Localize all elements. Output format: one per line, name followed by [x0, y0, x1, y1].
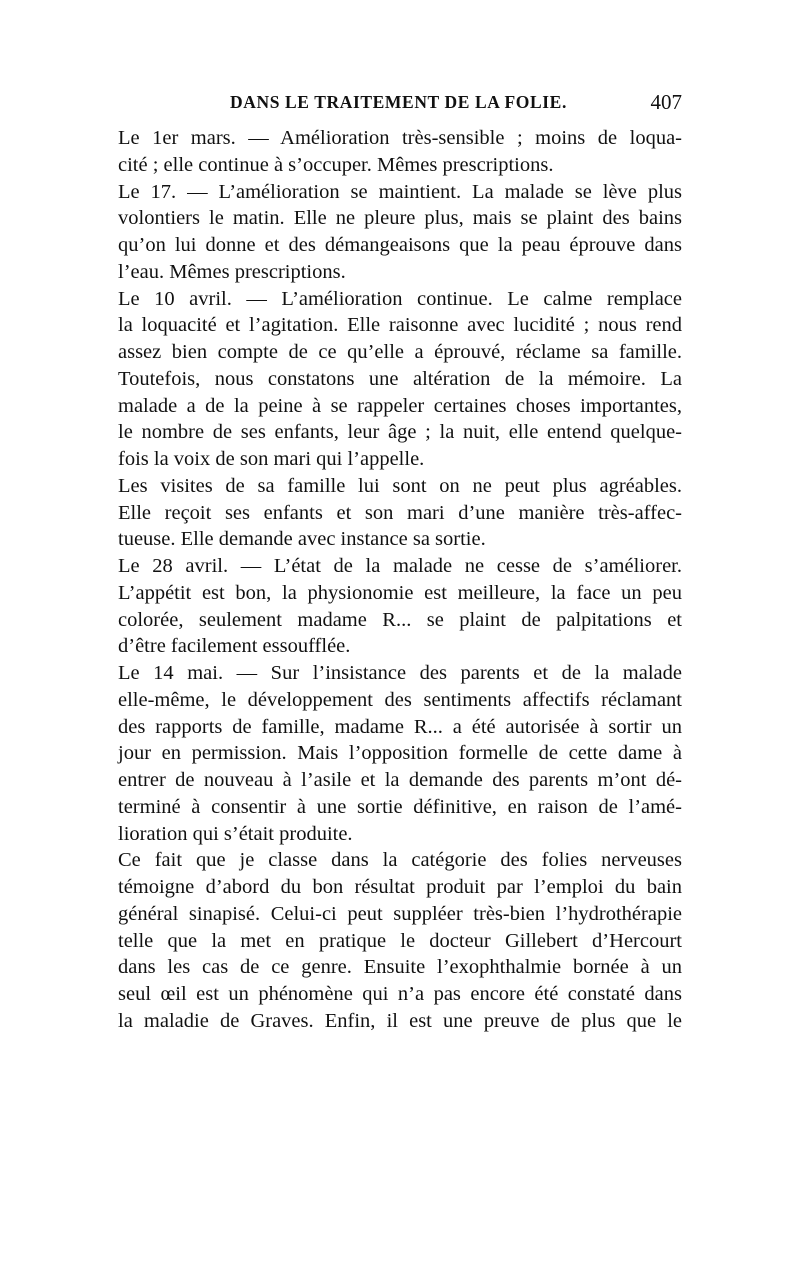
- text-line: d’être facilement essoufflée.: [118, 635, 351, 658]
- text-line: Le 14 mai. — Sur l’insistance des parents et de la malade: [118, 662, 682, 684]
- text-line: L’appétit est bon, la physionomie est meilleure, la face un peu: [118, 581, 682, 604]
- text-line: Toutefois, nous constatons une altération de la mémoire. La: [118, 367, 682, 390]
- text-line: témoigne d’abord du bon résultat produit par l’emploi du bain: [118, 876, 682, 898]
- text-line: dans les cas de ce genre. Ensuite l’exophthalmie bornée à un: [118, 956, 682, 979]
- text-line: jour en permission. Mais l’opposition formelle de cette dame à: [118, 742, 682, 765]
- text-line: cité ; elle continue à s’occuper. Mêmes prescriptions.: [118, 153, 554, 176]
- text-line: Ce fait que je classe dans la catégorie des folies nerveuses: [118, 849, 682, 872]
- paragraph: [118, 125, 682, 179]
- text-line: telle que la met en pratique le docteur Gillebert d’Hercourt: [118, 929, 682, 952]
- text-line: la loquacité et l’agitation. Elle raisonne avec lucidité ; nous rend: [118, 314, 682, 337]
- text-line: Elle reçoit ses enfants et son mari d’une manière très-affec-: [118, 501, 682, 524]
- text-line: entrer de nouveau à l’asile et la demande des parents m’ont dé-: [118, 769, 682, 791]
- running-title: DANS LE TRAITEMENT DE LA FOLIE.: [230, 92, 567, 112]
- text-line: seul œil est un phénomène qui n’a pas encore été constaté dans: [118, 983, 682, 1005]
- paragraph: [118, 847, 682, 1034]
- paragraph: [118, 660, 682, 847]
- paragraph: [118, 553, 682, 660]
- page-number: 407: [650, 90, 682, 114]
- text-line: tueuse. Elle demande avec instance sa sortie.: [118, 528, 486, 551]
- paragraph: [118, 286, 682, 473]
- paragraph: [118, 473, 682, 553]
- text-line: fois la voix de son mari qui l’appelle.: [118, 448, 425, 470]
- paragraph: [118, 179, 682, 286]
- text-line: malade a de la peine à se rappeler certaines choses importantes,: [118, 394, 682, 417]
- text-line: Le 28 avril. — L’état de la malade ne cesse de s’améliorer.: [118, 555, 682, 577]
- text-line: Le 17. — L’amélioration se maintient. La malade se lève plus: [118, 180, 682, 203]
- page-header: [118, 92, 682, 122]
- text-line: général sinapisé. Celui-ci peut suppléer très-bien l’hydrothérapie: [118, 902, 682, 925]
- text-line: qu’on lui donne et des démangeaisons que la peau éprouve dans: [118, 234, 682, 256]
- text-line: Le 1er mars. — Amélioration très-sensible ; moins de loqua-: [118, 127, 682, 149]
- page-body: [118, 125, 682, 1035]
- text-line: terminé à consentir à une sortie définitive, en raison de l’amé-: [118, 795, 682, 818]
- text-line: le nombre de ses enfants, leur âge ; la nuit, elle entend quelque-: [118, 421, 682, 444]
- text-line: Le 10 avril. — L’amélioration continue. Le calme remplace: [118, 287, 682, 310]
- text-line: elle-même, le développement des sentiments affectifs réclamant: [118, 688, 682, 711]
- text-line: Les visites de sa famille lui sont on ne peut plus agréables.: [118, 474, 682, 497]
- text-line: volontiers le matin. Elle ne pleure plus, mais se plaint des bains: [118, 207, 682, 230]
- text-line: colorée, seulement madame R... se plaint de palpitations et: [118, 608, 682, 631]
- text-line: assez bien compte de ce qu’elle a éprouvé, réclame sa famille.: [118, 341, 682, 363]
- text-line: des rapports de famille, madame R... a été autorisée à sortir un: [118, 715, 682, 738]
- text-line: l’eau. Mêmes prescriptions.: [118, 260, 346, 283]
- text-line: lioration qui s’était produite.: [118, 822, 353, 845]
- text-line: la maladie de Graves. Enfin, il est une preuve de plus que le: [118, 1009, 682, 1032]
